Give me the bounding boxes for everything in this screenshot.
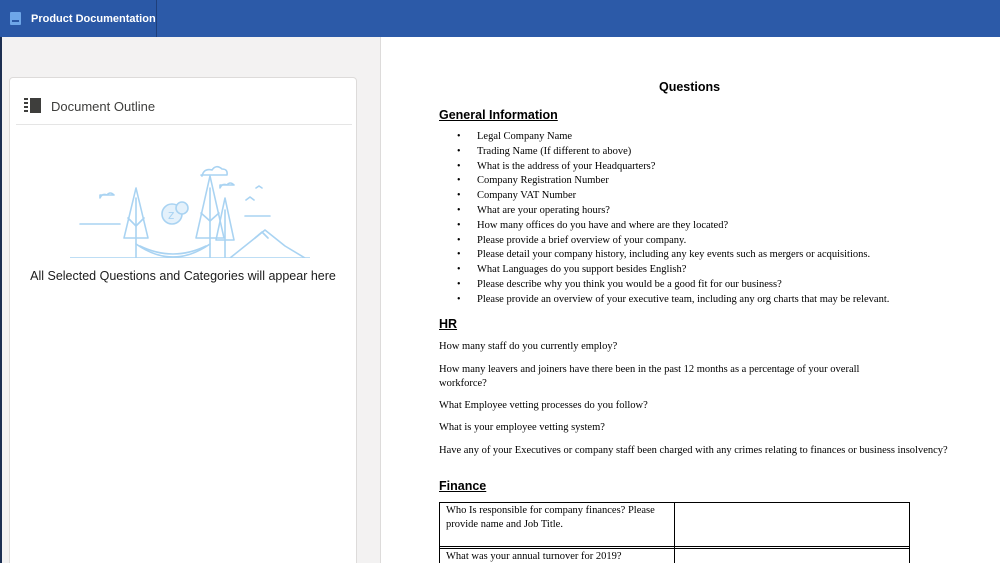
list-item: • Company Registration Number xyxy=(439,174,889,189)
outline-title: Document Outline xyxy=(51,99,156,114)
table-row xyxy=(440,503,910,547)
table-cell-answer xyxy=(675,503,910,547)
table-row xyxy=(440,549,910,563)
hr-question: How many staff do you currently employ? xyxy=(439,341,618,352)
outline-icon xyxy=(24,98,41,113)
hr-question: Have any of your Executives or company staff been charged with any crimes relating to finances or business insolvency? xyxy=(439,445,948,456)
list-item: • Trading Name (If different to above) xyxy=(439,145,889,160)
svg-text:z: z xyxy=(168,208,175,222)
list-item: • What are your operating hours? xyxy=(439,204,889,219)
list-item: • Please describe why you think you would be a good fit for our business? xyxy=(439,278,889,293)
hr-question: What is your employee vetting system? xyxy=(439,422,605,433)
outline-header xyxy=(16,95,352,125)
list-item: • Please detail your company history, including any key events such as mergers or acquisitions. xyxy=(439,248,889,263)
finance-table xyxy=(439,502,910,563)
table-cell-question: Who Is responsible for company finances? Please provide name and Job Title. xyxy=(440,503,675,547)
tab-label: Product Documentation xyxy=(31,12,156,25)
document-title: Questions xyxy=(659,80,721,94)
table-cell-question: What was your annual turnover for 2019? xyxy=(440,549,675,563)
document-icon xyxy=(10,12,21,25)
tab-product-documentation[interactable] xyxy=(0,0,157,37)
list-item: • Please provide an overview of your executive team, including any org charts that may be relevant. xyxy=(439,293,889,308)
hr-question: How many leavers and joiners have there been in the past 12 months as a percentage of your overall workforce? xyxy=(439,364,860,389)
empty-state-message: All Selected Questions and Categories will appear here xyxy=(30,269,336,283)
left-pane xyxy=(0,37,381,563)
list-item: • What Languages do you support besides English? xyxy=(439,263,889,278)
list-item: • Legal Company Name xyxy=(439,130,889,145)
general-info-list xyxy=(439,130,889,308)
hr-question: What Employee vetting processes do you follow? xyxy=(439,400,648,411)
table-cell-answer xyxy=(675,549,910,563)
document-outline-panel xyxy=(9,77,357,563)
section-heading-finance: Finance xyxy=(439,479,487,493)
section-heading-general: General Information xyxy=(439,108,558,122)
top-bar xyxy=(0,0,1000,37)
section-heading-hr: HR xyxy=(439,317,458,331)
hammock-trees-illustration xyxy=(70,158,310,258)
list-item: • Company VAT Number xyxy=(439,189,889,204)
list-item: • What is the address of your Headquarters? xyxy=(439,160,889,175)
list-item: • Please provide a brief overview of your company. xyxy=(439,234,889,249)
document-preview xyxy=(381,37,1000,563)
list-item: • How many offices do you have and where are they located? xyxy=(439,219,889,234)
